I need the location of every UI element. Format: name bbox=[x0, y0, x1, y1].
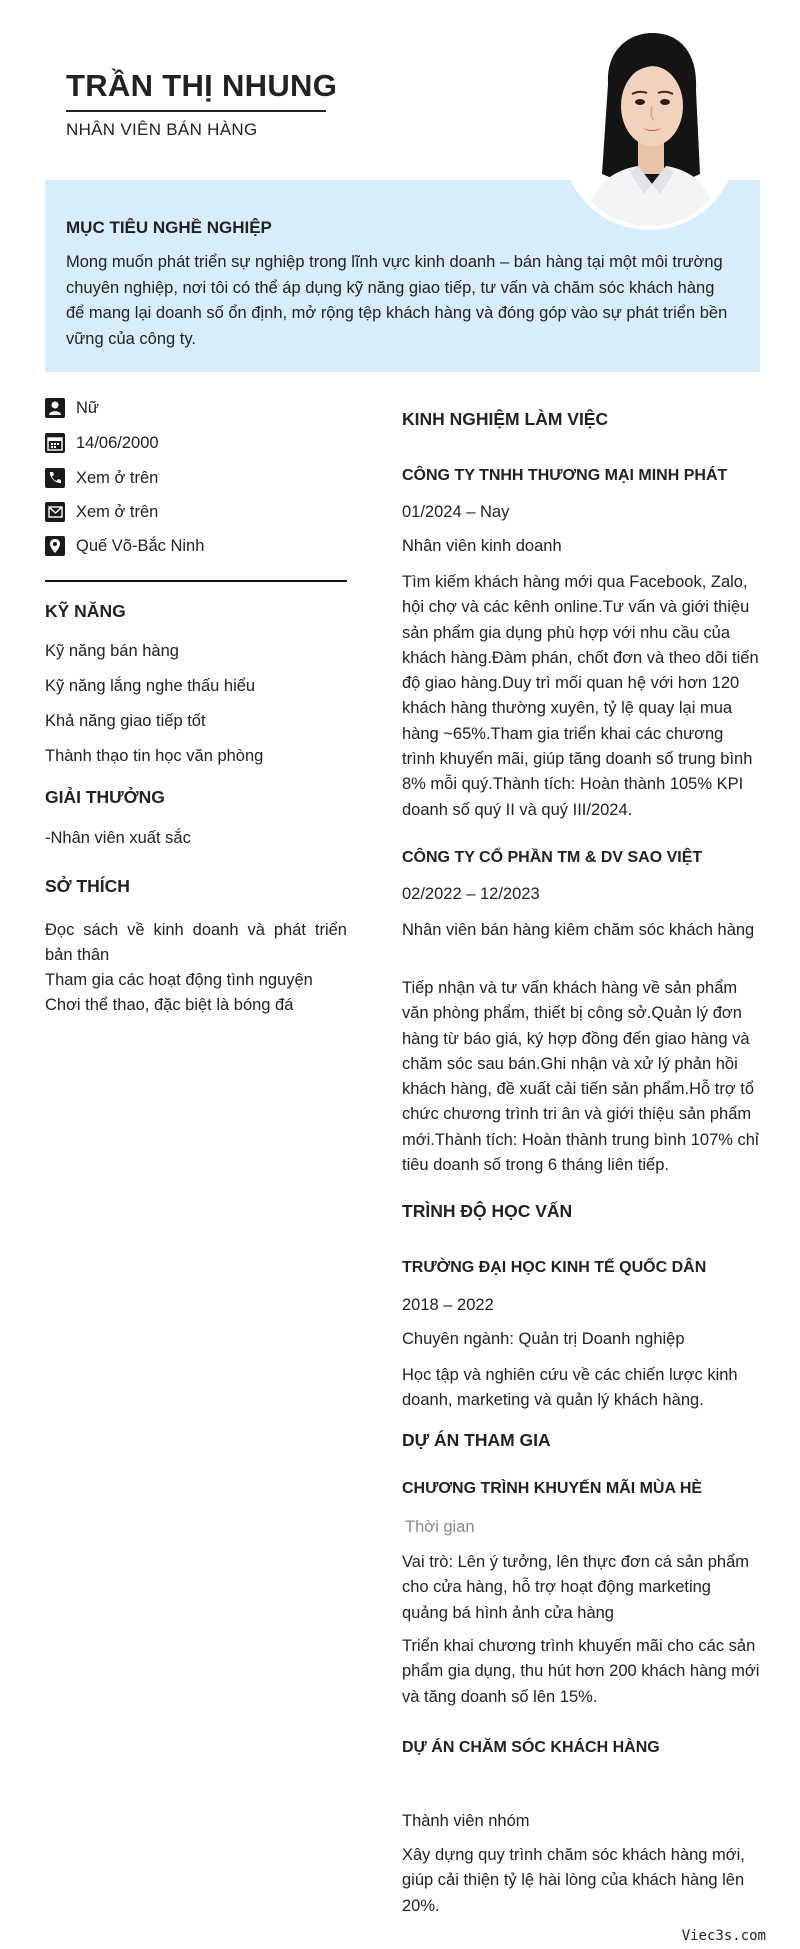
job-company: CÔNG TY CỔ PHẦN TM & DV SAO VIỆT bbox=[402, 849, 703, 866]
award-item: -Nhân viên xuất sắc bbox=[45, 829, 191, 847]
project-name: CHƯƠNG TRÌNH KHUYẾN MÃI MÙA HÈ bbox=[402, 1480, 703, 1497]
education-heading: TRÌNH ĐỘ HỌC VẤN bbox=[402, 1201, 573, 1221]
job-description: Tìm kiếm khách hàng mới qua Facebook, Zalo, hội chợ và các kênh online.Tư vấn và giới thiệu sản phẩm gia dụng phù hợp với nhu cầu của khách hàng.Đàm phán, chốt đơn và theo dõi tiến độ giao hàng.Duy trì mối quan hệ với hơn 120 khách hàng thường xuyên, tỷ lệ quay lại mua hàng ~65%.Tham gia triển khai các chương trình khuyến mãi, giúp tăng doanh số trung bình 8% mỗi quý.Thành tích: Hoàn thành 105% KPI doanh số quý II và quý III/2024. bbox=[402, 573, 759, 819]
school-name: TRƯỜNG ĐẠI HỌC KINH TẾ QUỐC DÂN bbox=[402, 1259, 707, 1276]
hobby-item: Đọc sách về kinh doanh và phát triển bản thân bbox=[45, 921, 347, 964]
person-icon bbox=[45, 398, 65, 418]
skill-item: Thành thạo tin học văn phòng bbox=[45, 747, 264, 765]
candidate-name: TRẦN THỊ NHUNG bbox=[66, 68, 338, 103]
watermark: Viec3s.com bbox=[681, 1928, 766, 1944]
education-description: Học tập và nghiên cứu về các chiến lược kinh doanh, marketing và quản lý khách hàng. bbox=[402, 1366, 738, 1410]
info-address bbox=[45, 535, 204, 557]
project-role: Vai trò: Lên ý tưởng, lên thực đơn cá sản phẩm cho cửa hàng, hỗ trợ hoạt động marketing quảng bá hình ảnh cửa hàng bbox=[402, 1553, 750, 1622]
info-email bbox=[45, 501, 158, 523]
info-phone bbox=[45, 467, 158, 489]
info-gender bbox=[45, 397, 99, 419]
project-description: Triển khai chương trình khuyến mãi cho các sản phẩm gia dụng, thu hút hơn 200 khách hàng mới và tăng doanh số lên 15%. bbox=[402, 1637, 760, 1706]
experience-heading: KINH NGHIỆM LÀM VIỆC bbox=[402, 409, 609, 429]
phone-icon bbox=[45, 468, 65, 488]
job-period: 01/2024 – Nay bbox=[402, 503, 510, 521]
awards-heading: GIẢI THƯỞNG bbox=[45, 787, 165, 807]
skill-item: Kỹ năng bán hàng bbox=[45, 642, 179, 660]
hobbies-list bbox=[45, 918, 347, 1018]
calendar-icon bbox=[45, 433, 65, 453]
skill-item: Khả năng giao tiếp tốt bbox=[45, 712, 206, 730]
project-role: Thành viên nhóm bbox=[402, 1812, 530, 1830]
hobby-item: Tham gia các hoạt động tình nguyện bbox=[45, 971, 313, 989]
job-description: Tiếp nhận và tư vấn khách hàng về sản phẩm văn phòng phẩm, thiết bị công sở.Quản lý đơn hàng từ báo giá, ký hợp đồng đến giao hàng và chăm sóc sau bán.Ghi nhận và xử lý phản hồi khách hàng, đề xuất cải tiến sản phẩm.Hỗ trợ tổ chức chương trình tri ân và giới thiệu sản phẩm mới.Thành tích: Hoàn thành trung bình 107% chỉ tiêu doanh số trong 6 tháng liên tiếp. bbox=[402, 979, 759, 1175]
project-time-placeholder: Thời gian bbox=[405, 1518, 475, 1536]
job-period: 02/2022 – 12/2023 bbox=[402, 885, 540, 903]
job-position: Nhân viên kinh doanh bbox=[402, 537, 562, 555]
hobby-item: Chơi thể thao, đặc biệt là bóng đá bbox=[45, 996, 294, 1014]
education-major: Chuyên ngành: Quản trị Doanh nghiệp bbox=[402, 1330, 685, 1348]
projects-heading: DỰ ÁN THAM GIA bbox=[402, 1430, 551, 1450]
email-value: Xem ở trên bbox=[76, 502, 159, 521]
skill-item: Kỹ năng lắng nghe thấu hiểu bbox=[45, 677, 256, 695]
mail-icon bbox=[45, 502, 65, 522]
location-icon bbox=[45, 536, 65, 556]
birthday-value: 14/06/2000 bbox=[76, 433, 159, 452]
address-value: Quế Võ-Bắc Ninh bbox=[76, 536, 205, 555]
gender-value: Nữ bbox=[76, 398, 99, 417]
objective-heading: MỤC TIÊU NGHỀ NGHIỆP bbox=[66, 218, 272, 237]
project-description: Xây dựng quy trình chăm sóc khách hàng mới, giúp cải thiện tỷ lệ hài lòng của khách hàng lên 20%. bbox=[402, 1846, 745, 1915]
info-birthday bbox=[45, 432, 159, 454]
name-underline bbox=[66, 110, 326, 112]
objective-text: Mong muốn phát triển sự nghiệp trong lĩnh vực kinh doanh – bán hàng tại một môi trường chuyên nghiệp, nơi tôi có thể áp dụng kỹ năng giao tiếp, tư vấn và chăm sóc khách hàng để mang lại doanh số ổn định, mở rộng tệp khách hàng và đóng góp vào sự phát triển bền vững của công ty. bbox=[66, 253, 728, 348]
project-name: DỰ ÁN CHĂM SÓC KHÁCH HÀNG bbox=[402, 1739, 660, 1756]
job-company: CÔNG TY TNHH THƯƠNG MẠI MINH PHÁT bbox=[402, 467, 728, 484]
job-position: Nhân viên bán hàng kiêm chăm sóc khách hàng bbox=[402, 921, 755, 939]
left-divider bbox=[45, 580, 347, 582]
candidate-title: NHÂN VIÊN BÁN HÀNG bbox=[66, 120, 258, 139]
hobbies-heading: SỞ THÍCH bbox=[45, 876, 130, 896]
education-period: 2018 – 2022 bbox=[402, 1296, 494, 1314]
avatar bbox=[562, 20, 737, 230]
skills-heading: KỸ NĂNG bbox=[45, 601, 126, 621]
phone-value: Xem ở trên bbox=[76, 468, 159, 487]
